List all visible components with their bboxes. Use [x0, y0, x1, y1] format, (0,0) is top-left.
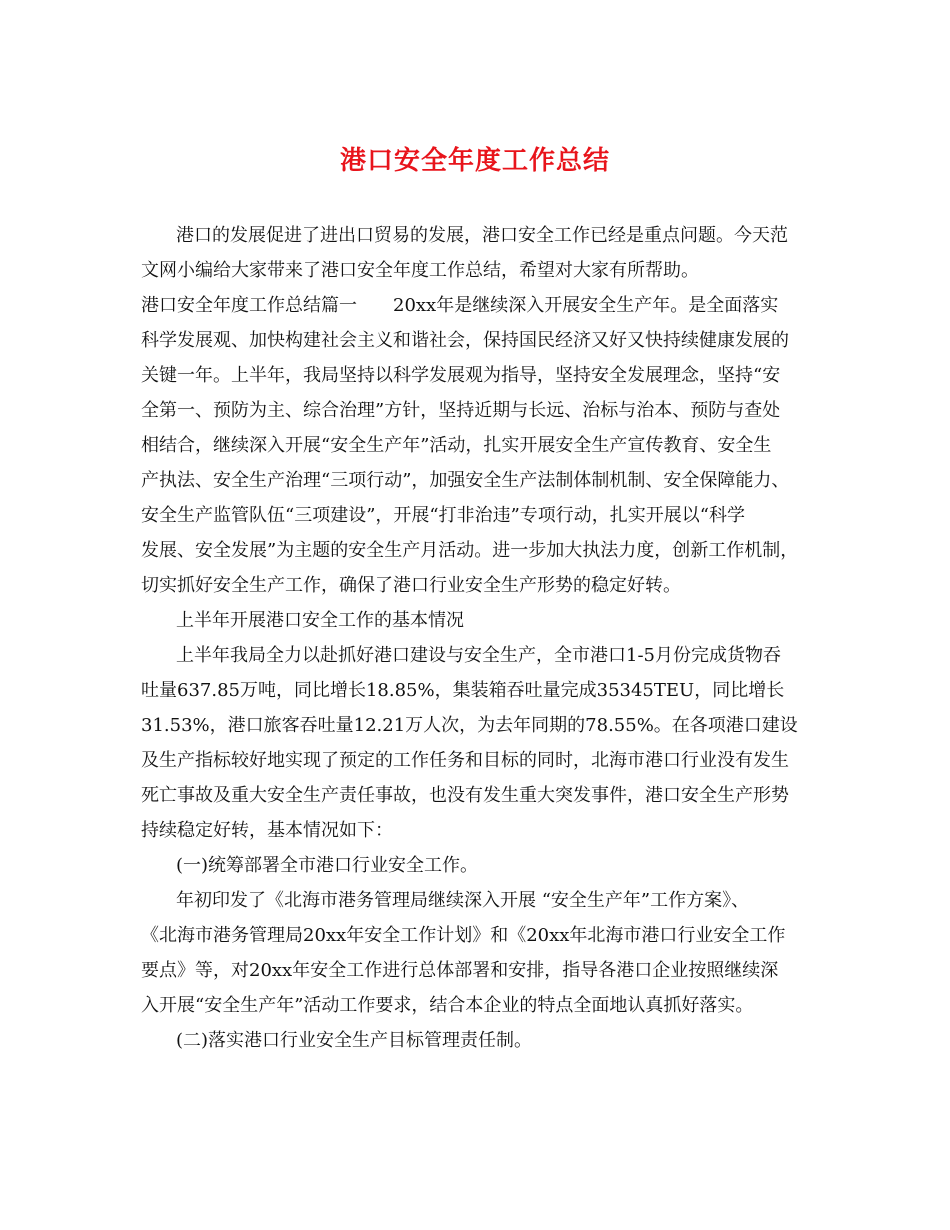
paragraph-line: 要点》等，对20xx年安全工作进行总体部署和安排，指导各港口企业按照继续深 — [141, 960, 779, 981]
paragraph-line: 31.53%，港口旅客吞吐量12.21万人次，为去年同期的78.55%。在各项港口建设 — [141, 715, 798, 736]
section-heading: (二)落实港口行业安全生产目标管理责任制。 — [176, 1030, 533, 1051]
paragraph-line: 科学发展观、加快构建社会主义和谐社会，保持国民经济又好又快持续健康发展的 — [141, 330, 789, 351]
paragraph-text: 20xx年是继续深入开展安全生产年。是全面落实 — [393, 295, 779, 316]
paragraph-line: 吐量637.85万吨，同比增长18.85%，集装箱吞吐量完成35345TEU，同比增长 — [141, 680, 785, 701]
paragraph-line: 港口的发展促进了进出口贸易的发展，港口安全工作已经是重点问题。今天范 — [176, 225, 788, 246]
paragraph-line — [141, 294, 778, 318]
section-heading: 上半年开展港口安全工作的基本情况 — [176, 610, 464, 631]
paragraph-line: 全第一、预防为主、综合治理”方针，坚持近期与长远、治标与治本、预防与查处 — [141, 400, 781, 421]
paragraph-line: 关键一年。上半年，我局坚持以科学发展观为指导，坚持安全发展理念，坚持“安 — [141, 365, 781, 386]
paragraph-line: 切实抓好安全生产工作，确保了港口行业安全生产形势的稳定好转。 — [141, 575, 681, 596]
section-heading: (一)统筹部署全市港口行业安全工作。 — [176, 855, 479, 876]
paragraph-line: 及生产指标较好地实现了预定的工作任务和目标的同时，北海市港口行业没有发生 — [141, 750, 789, 771]
paragraph-line: 安全生产监管队伍“三项建设”，开展“打非治违”专项行动，扎实开展以“科学 — [141, 505, 746, 526]
paragraph-line: 发展、安全发展”为主题的安全生产月活动。进一步加大执法力度，创新工作机制， — [141, 540, 799, 561]
paragraph-line: 持续稳定好转，基本情况如下： — [141, 820, 393, 841]
paragraph-line: 《北海市港务管理局20xx年安全工作计划》和《20xx年北海市港口行业安全工作 — [141, 925, 786, 946]
paragraph-line: 入开展“安全生产年”活动工作要求，结合本企业的特点全面地认真抓好落实。 — [141, 995, 754, 1016]
document-title: 港口安全年度工作总结 — [339, 146, 610, 176]
paragraph-line: 产执法、安全生产治理“三项行动”，加强安全生产法制体制机制、安全保障能力、 — [141, 470, 790, 491]
section-heading: 港口安全年度工作总结篇一 — [141, 295, 357, 316]
paragraph-line: 年初印发了《北海市港务管理局继续深入开展 “安全生产年”工作方案》、 — [176, 890, 750, 911]
paragraph-line: 文网小编给大家带来了港口安全年度工作总结，希望对大家有所帮助。 — [141, 260, 699, 281]
paragraph-line: 上半年我局全力以赴抓好港口建设与安全生产，全市港口1-5月份完成货物吞 — [176, 645, 781, 666]
paragraph-line: 死亡事故及重大安全生产责任事故，也没有发生重大突发事件，港口安全生产形势 — [141, 785, 789, 806]
paragraph-line: 相结合，继续深入开展“安全生产年”活动，扎实开展安全生产宣传教育、安全生 — [141, 435, 772, 456]
